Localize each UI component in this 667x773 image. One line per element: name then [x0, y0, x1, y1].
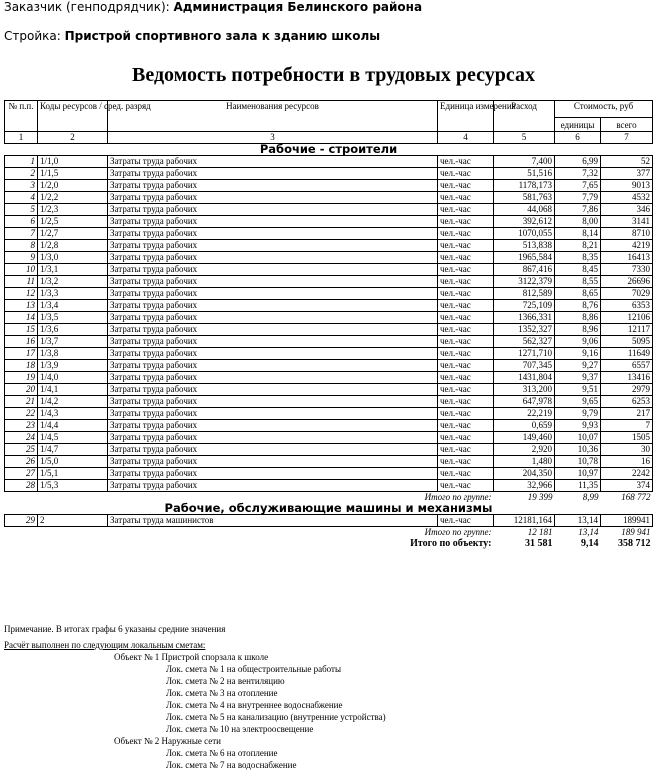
row-unit: чел.-час — [438, 156, 494, 168]
row-unit-cost: 9,65 — [555, 396, 601, 408]
row-code: 1/3,7 — [38, 336, 108, 348]
row-code: 1/2,3 — [38, 204, 108, 216]
row-num: 10 — [5, 264, 38, 276]
row-code: 1/4,2 — [38, 396, 108, 408]
row-qty: 1271,710 — [494, 348, 555, 360]
row-unit: чел.-час — [438, 300, 494, 312]
row-num: 22 — [5, 408, 38, 420]
row-unit: чел.-час — [438, 168, 494, 180]
row-qty: 1178,173 — [494, 180, 555, 192]
row-total: 9013 — [601, 180, 653, 192]
row-unit: чел.-час — [438, 264, 494, 276]
grand-total-qty: 31 581 — [525, 538, 553, 549]
row-name: Затраты труда рабочих — [108, 240, 438, 252]
row-num: 7 — [5, 228, 38, 240]
header-unit: Единица измерения — [438, 101, 494, 132]
subtotal-avg: 13,14 — [578, 527, 599, 537]
subtotal-label: Итого по группе: — [424, 492, 492, 502]
colnum-7: 7 — [601, 132, 653, 144]
row-unit: чел.-час — [438, 336, 494, 348]
table-row — [5, 240, 653, 252]
row-code: 1/2,0 — [38, 180, 108, 192]
row-total: 4219 — [601, 240, 653, 252]
row-total: 2979 — [601, 384, 653, 396]
row-total: 4532 — [601, 192, 653, 204]
site-value: Пристрой спортивного зала к зданию школы — [64, 29, 381, 43]
row-unit: чел.-час — [438, 420, 494, 432]
row-num: 2 — [5, 168, 38, 180]
footer-estimate-list — [4, 651, 386, 771]
estimate-line: Объект № 1 Пристрой спорзала к школе — [114, 652, 269, 662]
colnum-5: 5 — [494, 132, 555, 144]
row-qty: 1,480 — [494, 456, 555, 468]
site-label: Стройка: — [4, 29, 61, 43]
row-name: Затраты труда рабочих — [108, 396, 438, 408]
row-code: 1/2,2 — [38, 192, 108, 204]
row-unit: чел.-час — [438, 360, 494, 372]
colnum-1: 1 — [5, 132, 38, 144]
row-unit-cost: 8,45 — [555, 264, 601, 276]
row-total: 2242 — [601, 468, 653, 480]
row-unit: чел.-час — [438, 288, 494, 300]
row-num: 20 — [5, 384, 38, 396]
row-num: 25 — [5, 444, 38, 456]
header-cost: Стоимость, руб — [555, 101, 653, 118]
estimate-line: Лок. смета № 10 на электроосвещение — [166, 724, 314, 734]
table-row — [5, 180, 653, 192]
header-num: № п.п. — [5, 101, 38, 132]
row-num: 4 — [5, 192, 38, 204]
table-row — [5, 372, 653, 384]
row-unit: чел.-час — [438, 312, 494, 324]
row-unit: чел.-час — [438, 408, 494, 420]
group-subtotal-row — [5, 527, 653, 539]
row-qty: 647,978 — [494, 396, 555, 408]
header-total: всего — [601, 118, 653, 132]
row-num: 19 — [5, 372, 38, 384]
grand-total-row — [5, 538, 653, 549]
subtotal-label: Итого по группе: — [424, 527, 492, 537]
row-unit-cost: 9,79 — [555, 408, 601, 420]
row-code: 1/4,1 — [38, 384, 108, 396]
row-num: 9 — [5, 252, 38, 264]
row-unit-cost: 8,86 — [555, 312, 601, 324]
row-name: Затраты труда рабочих — [108, 384, 438, 396]
row-num: 28 — [5, 480, 38, 492]
row-unit-cost: 8,76 — [555, 300, 601, 312]
table-row — [5, 468, 653, 480]
row-unit: чел.-час — [438, 216, 494, 228]
row-num: 6 — [5, 216, 38, 228]
row-name: Затраты труда рабочих — [108, 372, 438, 384]
row-total: 374 — [601, 480, 653, 492]
row-qty: 22,219 — [494, 408, 555, 420]
group-title: Рабочие, обслуживающие машины и механизмы — [164, 501, 493, 515]
row-qty: 149,460 — [494, 432, 555, 444]
row-total: 26696 — [601, 276, 653, 288]
row-unit-cost: 9,27 — [555, 360, 601, 372]
row-qty: 707,345 — [494, 360, 555, 372]
row-num: 29 — [5, 515, 38, 527]
row-code: 1/3,2 — [38, 276, 108, 288]
row-name: Затраты труда рабочих — [108, 252, 438, 264]
row-qty: 12181,164 — [494, 515, 555, 527]
row-code: 1/2,7 — [38, 228, 108, 240]
header-unit-cost: единицы — [555, 118, 601, 132]
table-row — [5, 480, 653, 492]
row-qty: 32,966 — [494, 480, 555, 492]
header-qty: Расход — [494, 101, 555, 132]
row-unit-cost: 7,32 — [555, 168, 601, 180]
row-unit-cost: 7,79 — [555, 192, 601, 204]
row-unit-cost: 8,00 — [555, 216, 601, 228]
row-code: 1/3,5 — [38, 312, 108, 324]
row-unit-cost: 8,65 — [555, 288, 601, 300]
row-name: Затраты труда рабочих — [108, 456, 438, 468]
row-unit: чел.-час — [438, 396, 494, 408]
table-row — [5, 456, 653, 468]
row-num: 3 — [5, 180, 38, 192]
row-num: 23 — [5, 420, 38, 432]
colnum-6: 6 — [555, 132, 601, 144]
row-qty: 581,763 — [494, 192, 555, 204]
row-qty: 1431,804 — [494, 372, 555, 384]
row-code: 1/4,5 — [38, 432, 108, 444]
row-total: 5095 — [601, 336, 653, 348]
row-unit: чел.-час — [438, 240, 494, 252]
row-code: 1/3,9 — [38, 360, 108, 372]
row-name: Затраты труда рабочих — [108, 180, 438, 192]
row-unit: чел.-час — [438, 432, 494, 444]
row-qty: 1965,584 — [494, 252, 555, 264]
row-qty: 1352,327 — [494, 324, 555, 336]
estimate-line: Лок. смета № 3 на отопление — [166, 688, 278, 698]
row-unit-cost: 9,93 — [555, 420, 601, 432]
row-num: 5 — [5, 204, 38, 216]
row-unit-cost: 10,78 — [555, 456, 601, 468]
row-name: Затраты труда рабочих — [108, 156, 438, 168]
row-unit: чел.-час — [438, 324, 494, 336]
estimate-line: Лок. смета № 5 на канализацию (внутренние устройства) — [166, 712, 386, 722]
row-code: 1/3,1 — [38, 264, 108, 276]
row-total: 7 — [601, 420, 653, 432]
row-qty: 51,516 — [494, 168, 555, 180]
subtotal-qty: 19 399 — [527, 492, 553, 502]
subtotal-total: 168 772 — [621, 492, 651, 502]
row-unit-cost: 7,86 — [555, 204, 601, 216]
row-total: 6557 — [601, 360, 653, 372]
row-name: Затраты труда рабочих — [108, 192, 438, 204]
row-num: 12 — [5, 288, 38, 300]
row-qty: 562,327 — [494, 336, 555, 348]
row-num: 16 — [5, 336, 38, 348]
row-code: 1/4,7 — [38, 444, 108, 456]
row-unit: чел.-час — [438, 228, 494, 240]
group-title-row — [5, 144, 653, 156]
row-name: Затраты труда рабочих — [108, 300, 438, 312]
row-unit: чел.-час — [438, 384, 494, 396]
resources-table-body — [5, 101, 653, 550]
row-unit: чел.-час — [438, 276, 494, 288]
row-name: Затраты труда машинистов — [108, 515, 438, 527]
row-name: Затраты труда рабочих — [108, 348, 438, 360]
row-name: Затраты труда рабочих — [108, 468, 438, 480]
row-unit-cost: 13,14 — [555, 515, 601, 527]
row-unit-cost: 7,65 — [555, 180, 601, 192]
row-unit-cost: 9,06 — [555, 336, 601, 348]
row-name: Затраты труда рабочих — [108, 168, 438, 180]
row-qty: 3122,379 — [494, 276, 555, 288]
row-name: Затраты труда рабочих — [108, 228, 438, 240]
row-name: Затраты труда рабочих — [108, 288, 438, 300]
group-title-row — [5, 503, 653, 515]
row-unit-cost: 9,16 — [555, 348, 601, 360]
row-total: 11649 — [601, 348, 653, 360]
row-code: 1/3,0 — [38, 252, 108, 264]
row-qty: 867,416 — [494, 264, 555, 276]
table-row — [5, 204, 653, 216]
row-unit-cost: 8,96 — [555, 324, 601, 336]
table-row — [5, 432, 653, 444]
row-code: 2 — [38, 515, 108, 527]
row-code: 1/2,8 — [38, 240, 108, 252]
document-footer — [4, 623, 386, 771]
grand-total-sum: 358 712 — [618, 538, 651, 549]
row-qty: 7,400 — [494, 156, 555, 168]
row-total: 6253 — [601, 396, 653, 408]
row-num: 21 — [5, 396, 38, 408]
estimate-line: Лок. смета № 2 на вентиляцию — [166, 676, 285, 686]
row-code: 1/1,5 — [38, 168, 108, 180]
row-total: 346 — [601, 204, 653, 216]
row-qty: 1366,331 — [494, 312, 555, 324]
row-total: 12106 — [601, 312, 653, 324]
estimate-line: Лок. смета № 1 на общестроительные работы — [166, 664, 342, 674]
footer-calc-heading: Расчёт выполнен по следующим локальным сметам: — [4, 640, 206, 650]
row-unit-cost: 9,51 — [555, 384, 601, 396]
row-qty: 513,838 — [494, 240, 555, 252]
row-total: 12117 — [601, 324, 653, 336]
row-unit-cost: 10,97 — [555, 468, 601, 480]
site-line — [4, 29, 380, 43]
row-unit-cost: 11,35 — [555, 480, 601, 492]
row-total: 16 — [601, 456, 653, 468]
row-code: 1/1,0 — [38, 156, 108, 168]
table-row — [5, 168, 653, 180]
row-unit: чел.-час — [438, 348, 494, 360]
row-total: 13416 — [601, 372, 653, 384]
table-row — [5, 408, 653, 420]
row-unit: чел.-час — [438, 456, 494, 468]
subtotal-avg: 8,99 — [582, 492, 599, 502]
row-name: Затраты труда рабочих — [108, 312, 438, 324]
row-unit-cost: 10,36 — [555, 444, 601, 456]
row-name: Затраты труда рабочих — [108, 216, 438, 228]
header-name: Наименования ресурсов — [108, 101, 438, 132]
row-name: Затраты труда рабочих — [108, 324, 438, 336]
colnum-3: 3 — [108, 132, 438, 144]
estimate-line: Лок. смета № 7 на водоснабжение — [166, 760, 297, 770]
grand-total-label: Итого по объекту: — [410, 538, 492, 549]
row-code: 1/4,4 — [38, 420, 108, 432]
table-row — [5, 360, 653, 372]
table-header-row — [5, 101, 653, 118]
row-name: Затраты труда рабочих — [108, 204, 438, 216]
row-qty: 392,612 — [494, 216, 555, 228]
row-name: Затраты труда рабочих — [108, 480, 438, 492]
row-unit: чел.-час — [438, 515, 494, 527]
row-total: 189941 — [601, 515, 653, 527]
table-row — [5, 348, 653, 360]
row-num: 18 — [5, 360, 38, 372]
row-total: 1505 — [601, 432, 653, 444]
row-unit-cost: 9,37 — [555, 372, 601, 384]
customer-line — [4, 0, 422, 14]
row-num: 8 — [5, 240, 38, 252]
document-title: Ведомость потребности в трудовых ресурсах — [131, 64, 535, 86]
table-row — [5, 515, 653, 527]
row-num: 1 — [5, 156, 38, 168]
table-row — [5, 444, 653, 456]
row-unit: чел.-час — [438, 480, 494, 492]
row-unit-cost: 6,99 — [555, 156, 601, 168]
table-row — [5, 336, 653, 348]
row-qty: 313,200 — [494, 384, 555, 396]
row-unit-cost: 8,21 — [555, 240, 601, 252]
row-qty: 44,068 — [494, 204, 555, 216]
row-qty: 725,109 — [494, 300, 555, 312]
row-total: 7029 — [601, 288, 653, 300]
row-num: 11 — [5, 276, 38, 288]
table-row — [5, 264, 653, 276]
row-unit: чел.-час — [438, 372, 494, 384]
row-code: 1/5,0 — [38, 456, 108, 468]
row-qty: 0,659 — [494, 420, 555, 432]
table-row — [5, 192, 653, 204]
row-unit-cost: 8,35 — [555, 252, 601, 264]
row-unit: чел.-час — [438, 468, 494, 480]
row-total: 52 — [601, 156, 653, 168]
row-num: 17 — [5, 348, 38, 360]
row-code: 1/5,1 — [38, 468, 108, 480]
row-name: Затраты труда рабочих — [108, 336, 438, 348]
row-total: 30 — [601, 444, 653, 456]
row-name: Затраты труда рабочих — [108, 408, 438, 420]
subtotal-qty: 12 181 — [527, 527, 553, 537]
row-qty: 1070,055 — [494, 228, 555, 240]
subtotal-total: 189 941 — [621, 527, 651, 537]
row-num: 24 — [5, 432, 38, 444]
estimate-line: Объект № 2 Наружные сети — [114, 736, 221, 746]
row-total: 3141 — [601, 216, 653, 228]
row-code: 1/5,3 — [38, 480, 108, 492]
row-unit: чел.-час — [438, 252, 494, 264]
customer-value: Администрация Белинского района — [173, 0, 423, 14]
estimate-line: Лок. смета № 6 на отопление — [166, 748, 278, 758]
row-unit-cost: 10,07 — [555, 432, 601, 444]
row-name: Затраты труда рабочих — [108, 420, 438, 432]
row-num: 15 — [5, 324, 38, 336]
table-row — [5, 276, 653, 288]
table-row — [5, 312, 653, 324]
row-qty: 2,920 — [494, 444, 555, 456]
row-total: 16413 — [601, 252, 653, 264]
row-total: 217 — [601, 408, 653, 420]
row-name: Затраты труда рабочих — [108, 444, 438, 456]
row-unit-cost: 8,55 — [555, 276, 601, 288]
header-code: Коды ресурсов / сред. разряд — [38, 101, 108, 132]
table-row — [5, 324, 653, 336]
row-total: 7330 — [601, 264, 653, 276]
row-total: 377 — [601, 168, 653, 180]
group-title: Рабочие - строители — [259, 142, 398, 156]
table-row — [5, 420, 653, 432]
row-num: 14 — [5, 312, 38, 324]
table-row — [5, 252, 653, 264]
estimate-line: Лок. смета № 4 на внутреннее водоснабжение — [166, 700, 343, 710]
table-row — [5, 156, 653, 168]
row-qty: 204,350 — [494, 468, 555, 480]
row-num: 13 — [5, 300, 38, 312]
row-code: 1/4,0 — [38, 372, 108, 384]
row-code: 1/3,6 — [38, 324, 108, 336]
table-row — [5, 396, 653, 408]
grand-total-avg: 9,14 — [581, 538, 599, 549]
row-name: Затраты труда рабочих — [108, 264, 438, 276]
row-total: 6353 — [601, 300, 653, 312]
row-code: 1/3,3 — [38, 288, 108, 300]
row-code: 1/4,3 — [38, 408, 108, 420]
customer-label: Заказчик (генподрядчик): — [4, 0, 170, 14]
row-code: 1/3,8 — [38, 348, 108, 360]
row-qty: 812,589 — [494, 288, 555, 300]
row-name: Затраты труда рабочих — [108, 276, 438, 288]
footer-note: Примечание. В итогах графы 6 указаны средние значения — [4, 624, 226, 634]
row-code: 1/3,4 — [38, 300, 108, 312]
table-row — [5, 384, 653, 396]
table-row — [5, 300, 653, 312]
row-unit: чел.-час — [438, 204, 494, 216]
table-row — [5, 288, 653, 300]
table-row — [5, 228, 653, 240]
row-total: 8710 — [601, 228, 653, 240]
table-row — [5, 216, 653, 228]
colnum-2: 2 — [38, 132, 108, 144]
row-code: 1/2,5 — [38, 216, 108, 228]
row-name: Затраты труда рабочих — [108, 360, 438, 372]
resources-table — [4, 100, 653, 549]
colnum-4: 4 — [438, 132, 494, 144]
row-unit-cost: 8,14 — [555, 228, 601, 240]
row-unit: чел.-час — [438, 180, 494, 192]
row-unit: чел.-час — [438, 192, 494, 204]
row-num: 26 — [5, 456, 38, 468]
row-unit: чел.-час — [438, 444, 494, 456]
row-num: 27 — [5, 468, 38, 480]
row-name: Затраты труда рабочих — [108, 432, 438, 444]
